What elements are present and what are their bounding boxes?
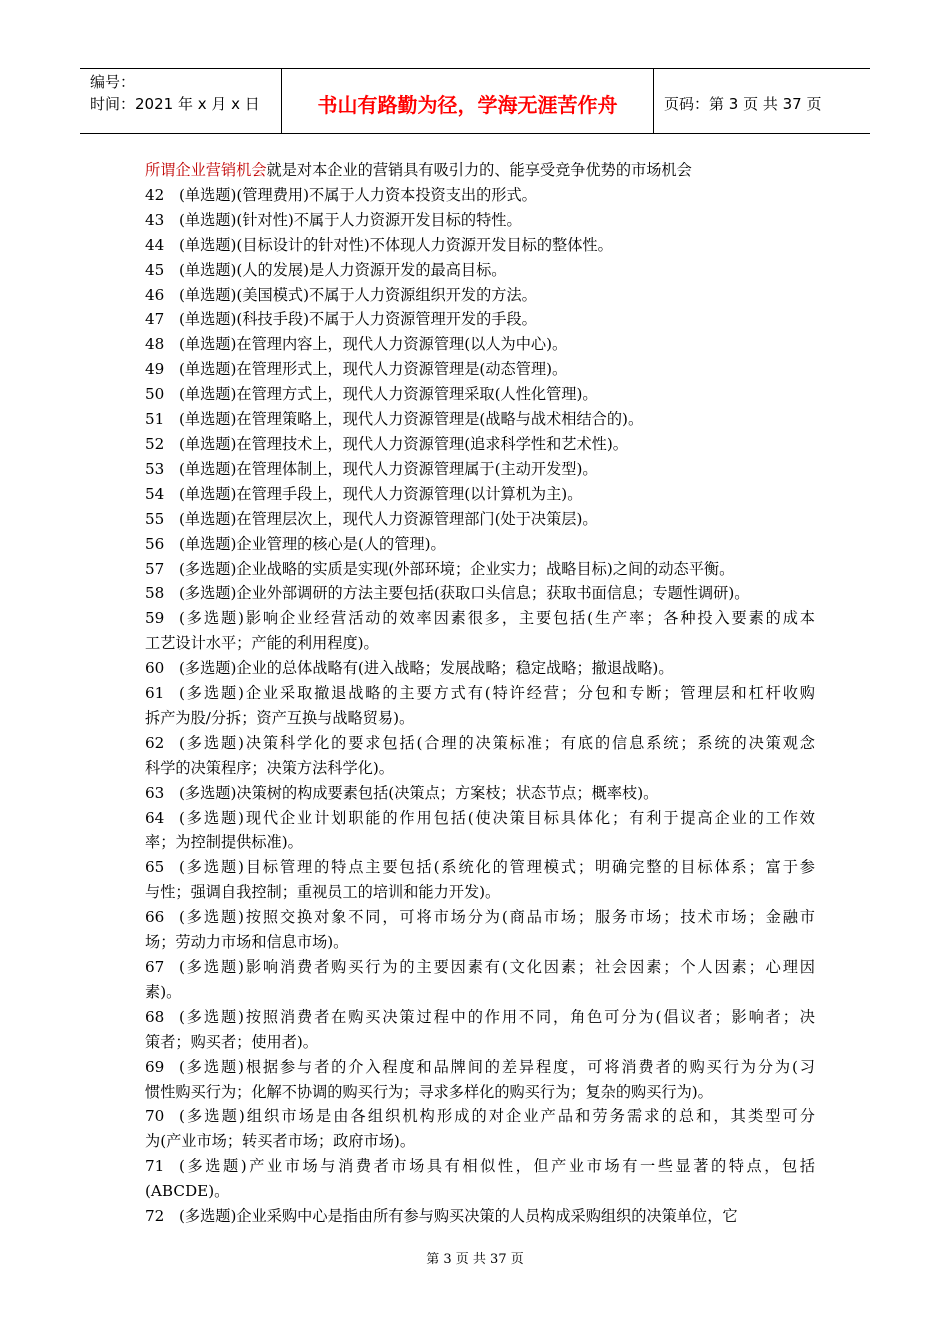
item-number: 57 [145, 559, 165, 578]
item-text: (多选题)产业市场与消费者市场具有相似性，但产业市场有一些显著的特点，包括 [179, 1157, 815, 1176]
page-footer: 第 3 页 共 37 页 [426, 1252, 524, 1267]
item-number: 50 [145, 385, 165, 404]
item-number: 47 [145, 310, 165, 329]
header-motto: 书山有路勤为径，学海无涯苦作舟 [282, 69, 654, 133]
list-item [145, 208, 815, 233]
item-first-line [145, 432, 815, 457]
item-text: (多选题)企业外部调研的方法主要包括(获取口头信息；获取书面信息；专题性调研)。 [179, 584, 750, 603]
list-item [145, 1154, 815, 1204]
intro-line [145, 158, 815, 183]
item-first-line [145, 382, 815, 407]
list-item [145, 233, 815, 258]
list-item [145, 183, 815, 208]
item-first-line [145, 507, 815, 532]
list-item [145, 307, 815, 332]
intro-text: 就是对本企业的营销具有吸引力的、能享受竞争优势的市场机会 [266, 161, 692, 179]
item-number: 42 [145, 185, 165, 204]
page-header [80, 68, 870, 134]
item-first-line [145, 855, 815, 880]
item-continuation: 拆产为股/分拆；资产互换与战略贸易)。 [145, 708, 415, 727]
item-text: (多选题)决策科学化的要求包括(合理的决策标准；有底的信息系统；系统的决策观念 [179, 733, 815, 752]
header-page-info: 页码：第 3 页 共 37 页 [664, 94, 822, 113]
item-text: (多选题)决策树的构成要素包括(决策点；方案枝；状态节点；概率枝)。 [179, 783, 659, 802]
item-first-line [145, 283, 815, 308]
list-item [145, 1005, 815, 1055]
item-text: (多选题)企业采取撤退战略的主要方式有(特许经营；分包和专断；管理层和杠杆收购 [179, 684, 815, 703]
item-number: 44 [145, 235, 165, 254]
item-text: (单选题)在管理形式上，现代人力资源管理是(动态管理)。 [179, 360, 568, 379]
item-continuation: 惯性购买行为；化解不协调的购买行为；寻求多样化的购买行为；复杂的购买行为)。 [145, 1082, 713, 1101]
list-item [145, 1104, 815, 1154]
item-continuation: 场；劳动力市场和信息市场)。 [145, 933, 349, 952]
item-text: (单选题)(科技手段)不属于人力资源管理开发的手段。 [179, 310, 537, 329]
item-first-line [145, 731, 815, 756]
item-number: 51 [145, 410, 165, 429]
list-item [145, 557, 815, 582]
item-number: 58 [145, 584, 165, 603]
list-item [145, 258, 815, 283]
list-item [145, 357, 815, 382]
item-text: (单选题)在管理手段上，现代人力资源管理(以计算机为主)。 [179, 484, 583, 503]
code-label: 编号： [90, 73, 136, 91]
item-number: 53 [145, 459, 165, 478]
list-item [145, 432, 815, 457]
item-first-line [145, 581, 815, 606]
item-number: 66 [145, 908, 165, 927]
item-number: 64 [145, 808, 165, 827]
item-continuation: 为(产业市场；转买者市场；政府市场)。 [145, 1132, 416, 1151]
item-number: 65 [145, 858, 165, 877]
list-item [145, 731, 815, 781]
item-first-line [145, 307, 815, 332]
item-first-line [145, 781, 815, 806]
item-text: (多选题)影响企业经营活动的效率因素很多，主要包括(生产率；各种投入要素的成本 [179, 609, 815, 628]
item-text: (单选题)在管理内容上，现代人力资源管理(以人为中心)。 [179, 335, 568, 354]
item-text: (单选题)在管理体制上，现代人力资源管理属于(主动开发型)。 [179, 459, 598, 478]
list-item [145, 806, 815, 856]
list-item [145, 855, 815, 905]
item-number: 70 [145, 1107, 165, 1126]
item-text: (单选题)在管理策略上，现代人力资源管理是(战略与战术相结合的)。 [179, 410, 644, 429]
item-continuation: 科学的决策程序；决策方法科学化)。 [145, 758, 394, 777]
item-first-line [145, 1055, 815, 1080]
item-text: (多选题)现代企业计划职能的作用包括(使决策目标具体化；有利于提高企业的工作效 [179, 808, 815, 827]
item-first-line [145, 233, 815, 258]
item-number: 48 [145, 335, 165, 354]
list-item [145, 656, 815, 681]
item-first-line [145, 1005, 815, 1030]
item-first-line [145, 955, 815, 980]
item-number: 49 [145, 360, 165, 379]
item-first-line [145, 681, 815, 706]
item-number: 56 [145, 534, 165, 553]
item-number: 68 [145, 1007, 165, 1026]
item-first-line [145, 606, 815, 631]
intro-highlight: 所谓企业营销机会 [145, 161, 267, 179]
document-body [145, 158, 815, 1229]
item-text: (单选题)(目标设计的针对性)不体现人力资源开发目标的整体性。 [179, 235, 613, 254]
list-item [145, 532, 815, 557]
item-number: 60 [145, 659, 165, 678]
item-number: 59 [145, 609, 165, 628]
item-first-line [145, 1204, 815, 1229]
item-first-line [145, 183, 815, 208]
item-first-line [145, 357, 815, 382]
list-item [145, 407, 815, 432]
item-text: (单选题)在管理层次上，现代人力资源管理部门(处于决策层)。 [179, 509, 598, 528]
item-number: 52 [145, 434, 165, 453]
item-number: 72 [145, 1207, 165, 1226]
item-text: (多选题)影响消费者购买行为的主要因素有(文化因素；社会因素；个人因素；心理因 [179, 958, 815, 976]
item-first-line [145, 532, 815, 557]
item-first-line [145, 905, 815, 930]
item-number: 71 [145, 1157, 165, 1176]
item-text: (单选题)(针对性)不属于人力资源开发目标的特性。 [179, 210, 522, 229]
list-item [145, 382, 815, 407]
item-continuation: (ABCDE)。 [145, 1182, 230, 1201]
item-first-line [145, 482, 815, 507]
item-continuation: 工艺设计水平；产能的利用程度)。 [145, 634, 379, 653]
item-first-line [145, 457, 815, 482]
item-number: 45 [145, 260, 165, 279]
item-text: (多选题)根据参与者的介入程度和品牌间的差异程度，可将消费者的购买行为分为(习 [179, 1057, 815, 1076]
item-text: (多选题)组织市场是由各组织机构形成的对企业产品和劳务需求的总和，其类型可分 [179, 1107, 815, 1126]
item-text: (单选题)企业管理的核心是(人的管理)。 [179, 534, 446, 553]
item-continuation: 策者；购买者；使用者)。 [145, 1032, 318, 1051]
list-item [145, 482, 815, 507]
item-number: 63 [145, 783, 165, 802]
header-meta [80, 69, 282, 133]
item-first-line [145, 208, 815, 233]
list-item [145, 283, 815, 308]
item-first-line [145, 1104, 815, 1129]
item-text: (多选题)企业战略的实质是实现(外部环境；企业实力；战略目标)之间的动态平衡。 [179, 559, 735, 578]
item-text: (单选题)在管理方式上，现代人力资源管理采取(人性化管理)。 [179, 385, 598, 404]
item-text: (单选题)(管理费用)不属于人力资本投资支出的形式。 [179, 185, 537, 204]
item-number: 67 [145, 958, 165, 976]
item-continuation: 与性；强调自我控制；重视员工的培训和能力开发)。 [145, 883, 501, 902]
item-text: (单选题)(美国模式)不属于人力资源组织开发的方法。 [179, 285, 537, 304]
item-text: (多选题)按照消费者在购买决策过程中的作用不同，角色可分为(倡议者；影响者；决 [179, 1007, 815, 1026]
item-text: (单选题)(人的发展)是人力资源开发的最高目标。 [179, 260, 507, 279]
item-continuation: 素)。 [145, 982, 182, 1001]
list-item [145, 581, 815, 606]
item-number: 69 [145, 1057, 165, 1076]
question-list [145, 183, 815, 1229]
item-number: 62 [145, 733, 165, 752]
item-first-line [145, 557, 815, 582]
item-number: 61 [145, 684, 165, 703]
item-text: (多选题)企业采购中心是指由所有参与购买决策的人员构成采购组织的决策单位，它 [179, 1207, 738, 1226]
item-number: 55 [145, 509, 165, 528]
list-item [145, 781, 815, 806]
list-item [145, 507, 815, 532]
list-item [145, 955, 815, 1005]
list-item [145, 606, 815, 656]
item-first-line [145, 332, 815, 357]
item-text: (多选题)企业的总体战略有(进入战略；发展战略；稳定战略；撤退战略)。 [179, 659, 674, 678]
list-item [145, 1204, 815, 1229]
item-text: (多选题)目标管理的特点主要包括(系统化的管理模式；明确完整的目标体系；富于参 [179, 858, 815, 877]
item-text: (单选题)在管理技术上，现代人力资源管理(追求科学性和艺术性)。 [179, 434, 628, 453]
item-number: 54 [145, 484, 165, 503]
item-first-line [145, 656, 815, 681]
list-item [145, 681, 815, 731]
list-item [145, 457, 815, 482]
item-continuation: 率；为控制提供标准)。 [145, 833, 303, 852]
item-number: 46 [145, 285, 165, 304]
time-label: 时间：2021 年 x 月 x 日 [90, 95, 260, 113]
item-first-line [145, 407, 815, 432]
list-item [145, 905, 815, 955]
item-first-line [145, 1154, 815, 1179]
list-item [145, 332, 815, 357]
list-item [145, 1055, 815, 1105]
item-first-line [145, 258, 815, 283]
item-text: (多选题)按照交换对象不同，可将市场分为(商品市场；服务市场；技术市场；金融市 [179, 908, 815, 927]
item-first-line [145, 806, 815, 831]
item-number: 43 [145, 210, 165, 229]
